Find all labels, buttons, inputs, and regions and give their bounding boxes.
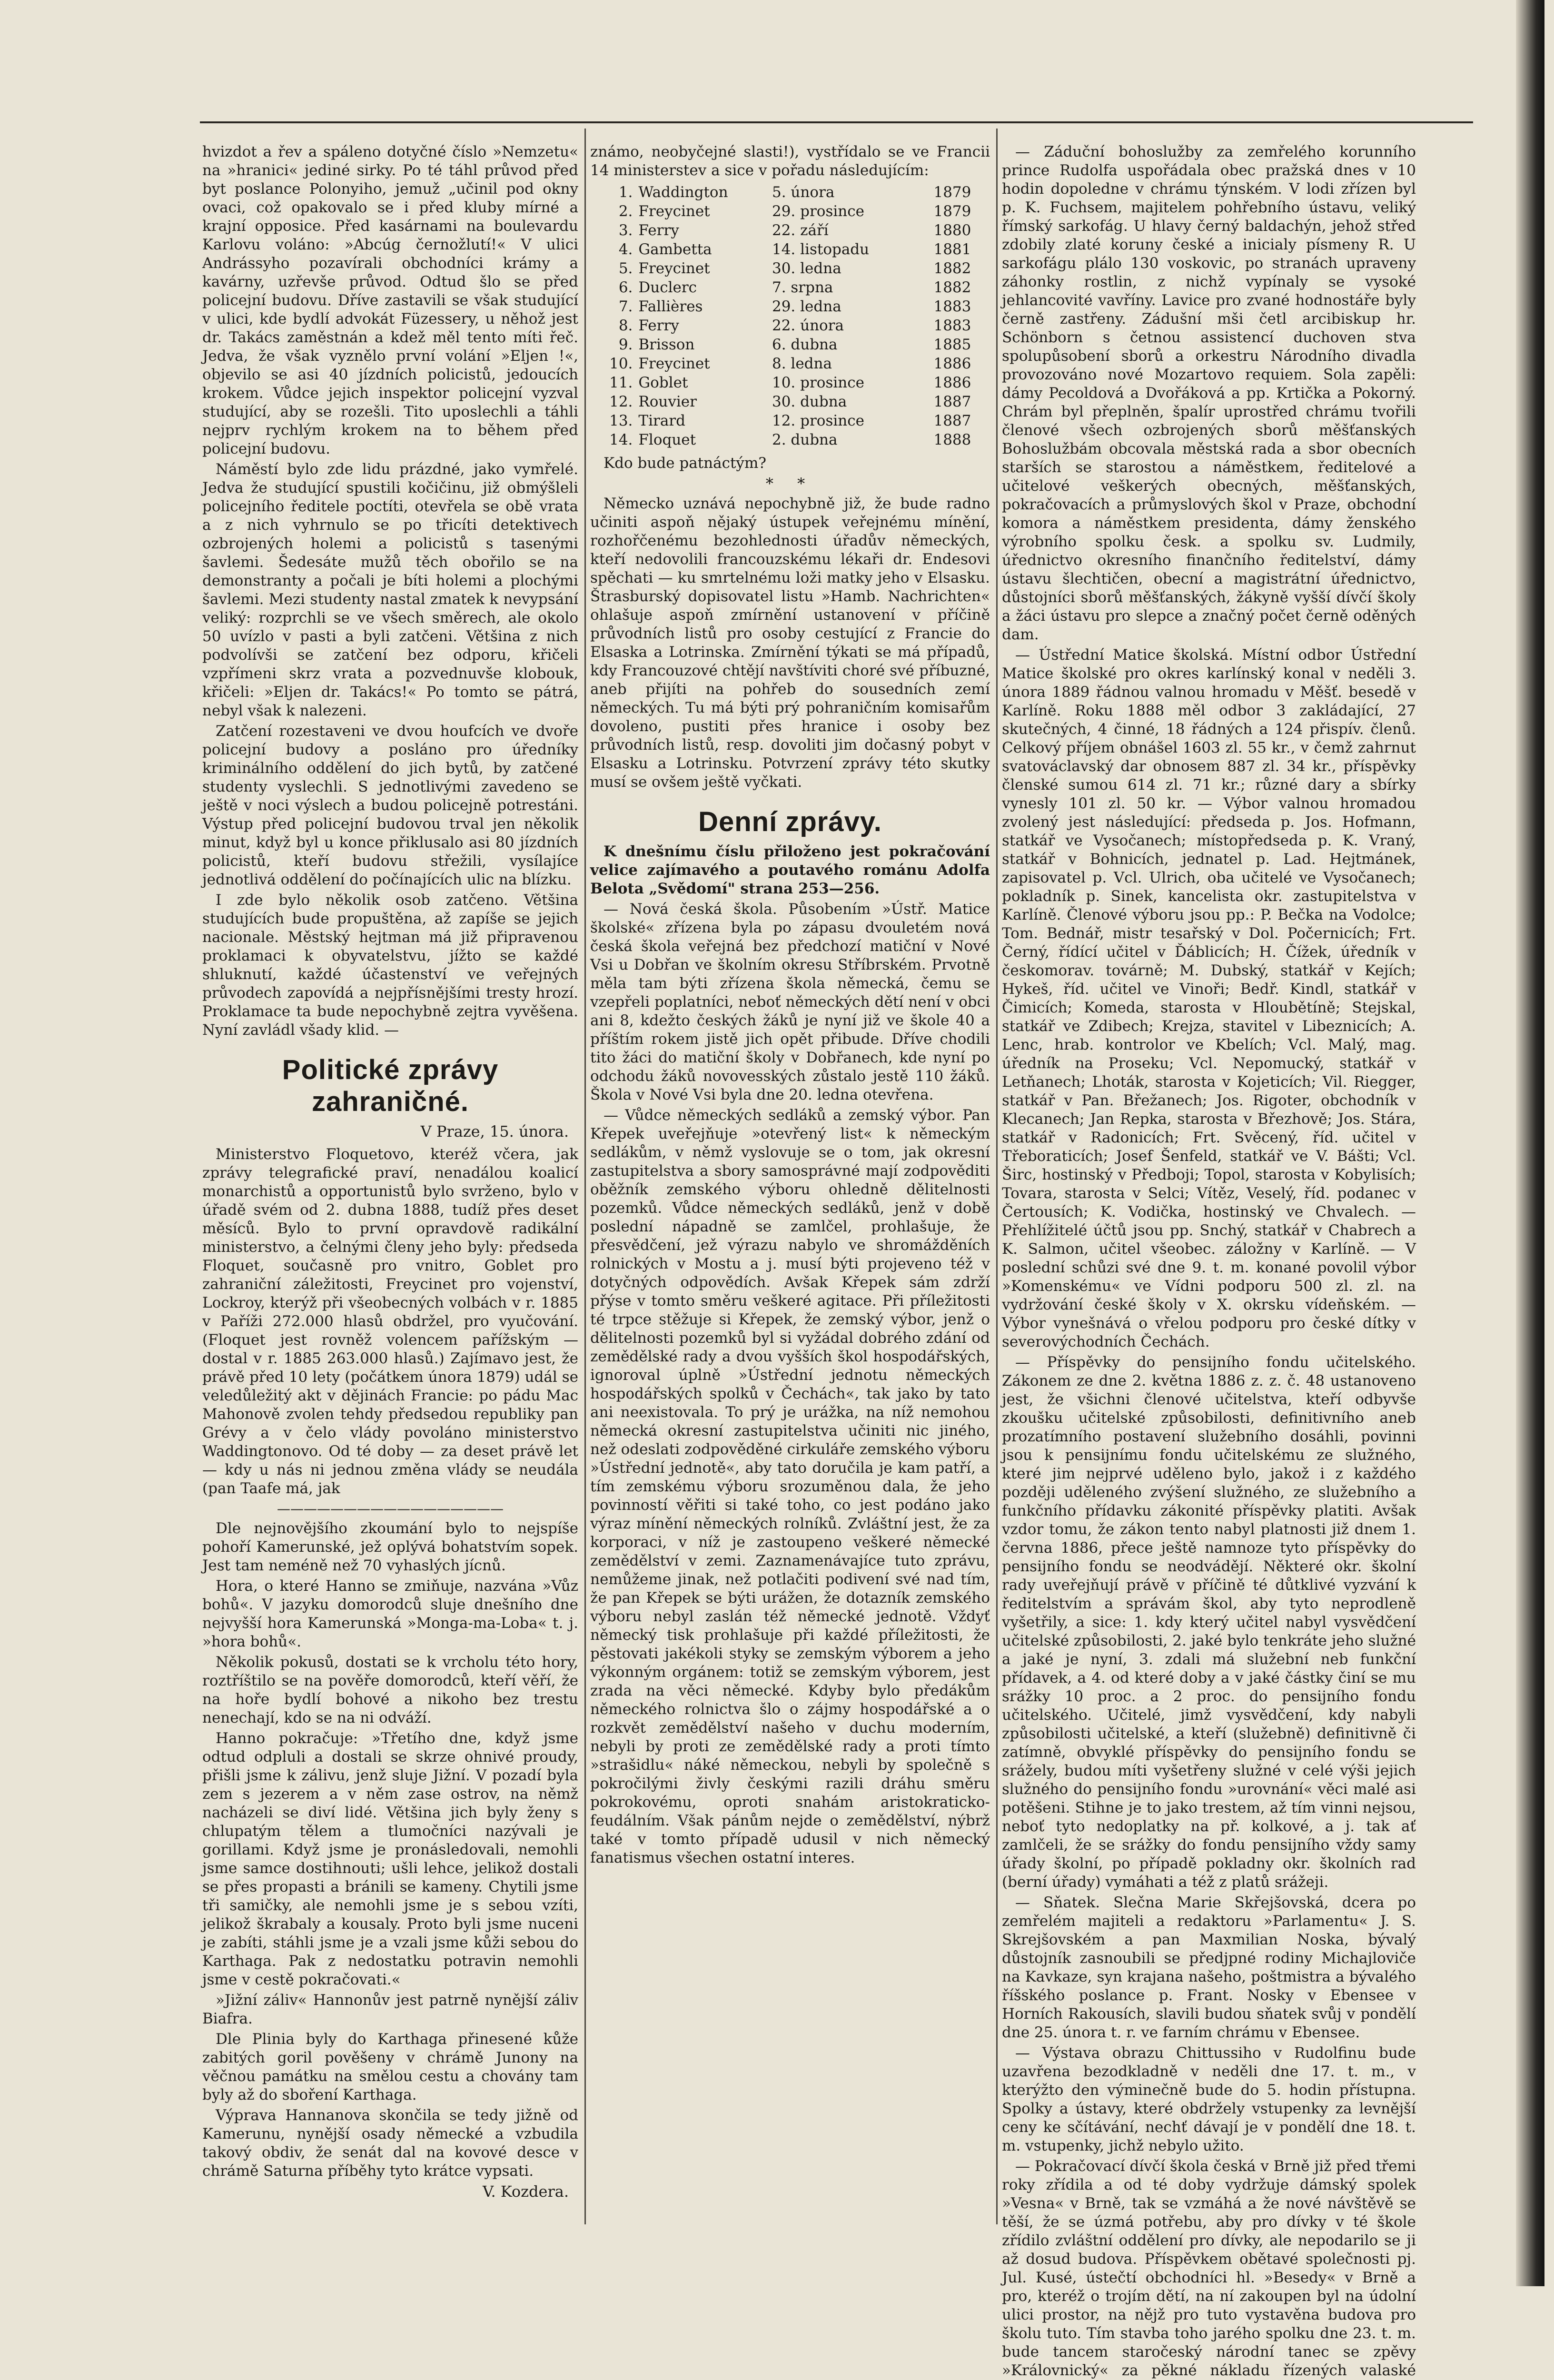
cabinet-date: 22. února	[772, 317, 844, 334]
cabinet-n: 4.	[618, 241, 633, 258]
cabinet-year: 1885	[933, 336, 971, 353]
article-text: — Pokračovací dívčí škola česká v Brně již před třemi roky zřídila a od té doby vydržuje dámský spolek »Vesna« v Brně, tak se vzmáhá a že nové návštěvě se těší, že se úzmá potřebu, aby pro dívky v té škole zřídilo zvláštní oddělení pro dívky, ale nepodarilo se ji až dosud budova. Příspěvkem obětavé společnosti pj. Jul. Kusé, ústečtí obchodníci hl. »Besedy« v Brně a pro, kteréž o trojím dětí, na ní zakoupen byl na údolní ulici prostor, na nějž pro tuto vystavěna budova pro školu tuto. Tím stavba toho jarého spolku dne 23. t. m. bude tancem staročeský národní tanec se zpěvy »Královnický« za pěkné nákladu řízených valaské	[1002, 2158, 1416, 2379]
cabinet-n: 6.	[618, 279, 633, 296]
article-text: — Příspěvky do pensijního fondu učitelského. Zákonem ze dne 2. května 1886 z. z. č. 48 ustanoveno jest, že všichni členové učitelstva, kteří odbyvše zkoušku učitelské způsobilosti, definitivního aneb prozatímního postavení služebního dosáhli, povinni jsou k pensijnímu fondu učitelskému ze služného, které jim nejprvé uděleno bylo, jakož i z každého později uděleného zvýšení služného, ze služebního a funkčního přídavku zákonité příspěvky platiti. Avšak vzdor tomu, že zákon tento nabyl platnosti již dnem 1. června 1886, přece ještě namnoze tyto příspěvky do pensijního fondu se neodvádějí. Některé okr. školní rady uveřejňují právě v příčině té důtklivé vyzvání k ředitelstvím a správám škol, aby tyto neprodleně vyšetřily, a sice: 1. kdy který učitel nabyl vysvědčení učitelské způsobilosti, 2. jaké bylo tenkráte jeho služné a jaké je nyní, 3. zdali má služební neb funkční přídavek, a 4. od které doby a v jaké částky činí se mu srážky 10 proc. a 2 proc. do pensijního fondu učitelského. Učitelé, jimž vysvědčení, kdy nabyli způsobilosti učitelské, a kteří (služebně) definitivně či zatímně, obvyklé příspěvky do pensijního fondu se srážely, budou míti vyšetřeny služné v celé výši jejich služného do pensijního fondu »urovnání« věci malé asi potěšeni. Stihne je to jako trestem, až tím vinni nejsou, neboť tyto nedoplatky na př. kolkové, a j. tak ať zamlčeli, že se srážky do fondu pensijního vždy samy úřady školní, po případě pokladny okr. školních rad (berní úřady) vymáhati a též z platů srážeji.	[1002, 1354, 1416, 1891]
cabinet-date: 2. dubna	[772, 431, 838, 448]
cabinet-date: 29. prosince	[772, 203, 864, 220]
cabinet-name: Ferry	[638, 222, 679, 239]
table-row	[606, 430, 974, 449]
cabinet-n: 10.	[609, 355, 633, 372]
article-text: Zatčení rozestaveni ve dvou houfcích ve dvoře policejní budovy a posláno pro úředníky kriminálního oddělení do jich bytů, by zatčené studenty vyslechli. S jednotlivými zavedeno se ještě v noci výslech a budou policejně potrestáni. Výstup před policejní budovou trval jen několik minut, když byl u konce přiklusalo asi 80 jízdních policistů, kteří budovu střežili, vysílajíce jednotlivá oddělení do počínajících ulic na blízku.	[202, 723, 578, 888]
cabinet-date: 10. prosince	[772, 374, 864, 391]
table-row	[606, 392, 974, 411]
cabinet-year: 1887	[933, 412, 971, 429]
table-row	[606, 316, 974, 335]
cabinet-date: 5. února	[772, 184, 835, 201]
cabinet-date: 30. ledna	[772, 260, 841, 277]
cabinet-n: 9.	[618, 336, 633, 353]
author-signature: V. Kozdera.	[483, 2182, 569, 2201]
table-row	[606, 183, 974, 202]
article-text: I zde bylo několik osob zatčeno. Většina studujících bude propuštěna, až zapíše se jejich nacionale. Městský hejtman má již připravenou proklamaci k obyvatelstvu, jížto se každé shluknutí, každé účastenství ve veřejných průvodech zapovídá a nejpřísnějšími tresty hrozí. Proklamace ta bude nepochybně zejtra vyvěšena. Nyní zavládl všady klid. —	[202, 892, 578, 1039]
article-text: Několik pokusů, dostati se k vrcholu této hory, roztříštilo se na pověře domorodců, kteří věří, že na hoře bydlí bohové a nikoho bez trestu nenechají, kdo se na ni odváží.	[202, 1654, 578, 1726]
question-line: Kdo bude patnáctým?	[604, 455, 766, 472]
table-row	[606, 221, 974, 240]
cabinet-n: 8.	[618, 317, 633, 334]
table-row	[606, 354, 974, 373]
table-row	[606, 297, 974, 316]
article-text: Německo uznává nepochybně již, že bude radno učiniti aspoň nějaký ústupek veřejnému mínění, rozhořčenému bezohlednosti úřadův německých, kteří nedovolili francouzskému lékaři dr. Endesovi spěchati — ku smrtelnému loži matky jeho v Elsasku. Štrasburský dopisovatel listu »Hamb. Nachrichten« ohlašuje aspoň zmírnění ustanovení v příčině průvodních listů pro osoby cestující z Francie do Elsaska a Lotrinska. Zmírnění týkati se má případů, kdy Francouzové chtějí navštíviti choré své příbuzné, aneb přijíti na pohřeb do sousedních zemí německých. Tu má býti prý pohraničním komisařům dovoleno, pustiti přes hranice i osoby bez průvodních listů, resp. dovoliti jim dočasný pobyt v Elsasku a Lotrinsku. Potvrzení zprávy této skutky musí se ovšem ještě vyčkati.	[590, 495, 990, 791]
article-text: — Nová česká škola. Působením »Ústř. Matice školské« zřízena byla po zápasu dvouletém nová česká škola veřejná bez předchozí matiční v Nové Vsi u Dobřan ve školním okresu Stříbrském. Prvotně měla tam býti zřízena škola německá, čemu se vzepřeli poplatníci, neboť německých dětí není v obci ani 8, kdežto českých žáků je nyní již ve škole 40 a příštím rokem jistě jich opět přibude. Dříve chodili tito žáci do matiční školy v Dobřanech, kde nyní po odchodu žáků novovesských zůstalo jestě 110 žáků. Škola v Nové Vsi byla dne 20. ledna otevřena.	[590, 901, 990, 1103]
article-text: — Vůdce německých sedláků a zemský výbor. Pan Křepek uveřejňuje »otevřený list« k německým sedlákům, v němž vyslovuje se o tom, jak okresní zastupitelstva a sbory samosprávné mají zodpověditi oběžník zemského výboru ohledně dělitelnosti pozemků. Vůdce německých sedláků, jenž v době poslední nápadně se zamlčel, prohlašuje, že přesvědčení, jež výrazu nabylo ve shromážděních rolnických v Mostu a j. musí býti projeveno též v dotyčných odpovědích. Avšak Křepek sám zdrží přýse v tomto směru veškeré agitace. Při příležitosti té trpce stěžuje si Křepek, že zemský výbor, jenž o dělitelnosti pozemků byl si vyžádal dobrého zdání od zemědělské rady a dvou vyšších škol hospodářských, ignoroval úplně »Ústřední jednotu německých hospodářských spolků v Čechách«, tak jako by tato ani neexistovala. To prý je urážka, na níž nemohou německá okresní zastupitelstva učiniti nic jiného, než odeslati zodpověděné cirkuláře zemského výboru »Ústřední jednotě«, aby tato doručila je kam patří, a tím zemskému výboru srozuměnou dala, že jeho povinností věřiti si také toho, co jest podáno jako výraz mínění německých rolníků. Zvláštní jest, že za korporaci, v níž je zastoupeno veškeré německé zemědělství v zemi. Zaznamenávajíce tuto zprávu, nemůžeme jinak, než potlačiti podivení své nad tím, že pan Křepek se býti urážen, že dotazník zemského výboru nebyl zaslán též německé jednotě. Vždyť německý tisk prohlašuje při každé příležitosti, že pěstovati jakékoli styky se zemským výborem a jeho výkonným orgánem: totiž se zemským výborem, jest zrada na věci německé. Kdyby bylo předákům německého rolnictva šlo o zájmy hospodářské a o rozkvět zemědělství našeho v duchu moderním, nebyli by proti ze zemědělské rady a proti tímto »strašidlu« náké německou, nebyli by společně s pokročilými živly českými razili dráhu směru pokrokovému, oproti snahám aristokraticko-feudálním. Však pánům nejde o zemědělství, nýbrž také v tomto případě udusil v nich německý fanatismus všechen ostatní interes.	[590, 1107, 990, 1866]
cabinet-name: Floquet	[638, 431, 696, 448]
article-text: Dle nejnovějšího zkoumání bylo to nejspíše pohoří Kamerunské, jež oplývá bohatstvím sopek. Jest tam neméně než 70 vyhaslých jícnů.	[202, 1520, 578, 1574]
cabinet-date: 8. ledna	[772, 355, 832, 372]
cabinet-n: 5.	[618, 260, 633, 277]
article-text: Hanno pokračuje: »Třetího dne, když jsme odtud odpluli a dostali se skrze ohnivé proudy, přišli jsme k zálivu, jenž sluje Jižní. V pozadí byla zem s jezerem a v něm zase ostrov, na němž nacházeli se diví lidé. Většina jich byly ženy s chlupatým tělem a tlumočníci nazývali je gorillami. Když jsme je pronásledovali, nemohli jsme samce dostihnouti; ušli lehce, jelikož dostali se přes propasti a bránili se kameny. Chytili jsme tři samičky, ale nemohli jsme je s sebou vzíti, jelikož škrabaly a kousaly. Proto byli jsme nuceni je zabíti, stáhli jsme je a vzali jsme kůži sebou do Karthaga. Pak z nedostatku potravin nemohli jsme v cestě pokračovati.«	[202, 1730, 578, 1988]
article-text: — Záduční bohoslužby za zemřelého korunního prince Rudolfa uspořádala obec pražská dnes v 10 hodin dopoledne v chrámu týnském. V lodi zřízen byl p. K. Fuchsem, majitelem pohřebního ústavu, veliký římský sarkofág. U hlavy černý baldachýn, jehož střed zdobily zlaté koruny české a inicialy písmeny R. U sarkofágu plálo 130 voskovic, po stranách upraveny záhonky rostlin, z nichž vypínaly se vysoké jehlancovité vavříny. Lavice pro zvané hodnostáře byly černě zastřeny. Zádušní mši četl arcibiskup hr. Schönborn s četnou assistencí duchoven stva spolupůsobení sborů a orkestru Národního divadla provozováno nové Mozartovo requiem. Sola zapěli: dámy Pecoldová a Dvořáková a pp. Krtička a Pokorný. Chrám byl přeplněn, špalír uprostřed chrámu tvořili členové všech ozbrojených sborů měšťanských Bohoslužbám obcovala městská rada a sbor obecních starších se starostou a náměstkem, ředitelové a učitelové veškerých obecných, měšťanských, pokračovacích a průmyslových škol v Praze, obchodní komora a náměstkem presidenta, dámy ženského výrobního spolku česk. a spolku sv. Ludmily, úřednictvo okresního finančního ředitelství, dámy ústavu šlechtičen, obecní a magistrátní úřednictvo, důstojníci sborů měšťanských, žákyně vyšší dívčí školy a žáci ústavu pro slepce a značný počet černě oděných dam.	[1002, 143, 1416, 643]
section-heading: Politické zprávy zahraničné.	[282, 1054, 499, 1117]
cabinet-date: 7. srpna	[772, 279, 833, 296]
cabinet-date: 6. dubna	[772, 336, 838, 353]
cabinet-date: 12. prosince	[772, 412, 864, 429]
cabinet-name: Tirard	[638, 412, 685, 429]
column-2	[590, 143, 990, 2224]
cabinet-year: 1886	[933, 374, 971, 391]
article-text: »Jižní záliv« Hannonův jest patrně nynější záliv Biafra.	[202, 1992, 578, 2027]
article-text: Hora, o které Hanno se zmiňuje, nazvána »Vůz bohů«. V jazyku domorodců slujе dnešního dne nejvyšší hora Kamerunská »Monga-ma-Loba« t. j. »hora bohů«.	[202, 1577, 578, 1650]
page-edge	[1516, 0, 1544, 2286]
cabinets-table	[606, 183, 974, 449]
table-row	[606, 373, 974, 392]
cabinet-date: 22. září	[772, 222, 829, 239]
article-text: známo, neobyčejné slasti!), vystřídalo se ve Francii 14 ministerstev a sice v pořadu následujícím:	[590, 143, 990, 179]
cabinet-name: Gambetta	[638, 241, 712, 258]
column-1	[202, 143, 578, 2224]
article-text: Ministerstvo Floquetovo, kteréž včera, jak zprávy telegrafické praví, nenadálou koalicí monarchistů a opportunistů bylo svrženo, bylo v úřadě svém od 2. dubna 1888, tudíž přes deset měsíců. Bylo to první opravdově radikální ministerstvo, a čelnými členy jeho byly: předseda Floquet, současně pro vnitro, Goblet pro zahraniční záležitosti, Freycinet pro vojenství, Lockroy, kterýž při všeobecných volbách v r. 1885 v Paříži 272.000 hlasů obdržel, pro vyučování. (Floquet jest rovněž volencem pařížským — dostal v r. 1885 263.000 hlasů.) Zajímavo jest, že právě před 10 lety (počátkem února 1879) udál se veledůležitý akt v dějinách Francie: po pádu Mac Mahonově zvolen tehdy předsedou republiky pan Grévy a v čelo vlády povoláno ministerstvo Waddingtonovo. Od té doby — za deset právě let — kdy u nás ni jednou změna vlády se neudála (pan Taafe má, jak	[202, 1146, 578, 1497]
cabinet-year: 1880	[933, 222, 971, 239]
cabinet-name: Brisson	[638, 336, 695, 353]
supplement-notice: K dnešnímu číslu přiloženo jest pokračování velice zajímavého a poutavého románu Adolfa Belota „Svědomí" strana 253—256.	[590, 843, 990, 897]
cabinet-year: 1883	[933, 298, 971, 315]
table-row	[606, 240, 974, 259]
cabinet-year: 1883	[933, 317, 971, 334]
article-text: — Sňatek. Slečna Marie Skřejšovská, dcera po zemřelém majiteli a redaktoru »Parlamentu« J. S. Skrejšovském a pan Maxmilian Noska, bývalý důstojník zasnoubili se předjpné rodiny Michajloviče na Kavkaze, syn krajana našeho, poštmistra a bývalého říšského poslance p. Frant. Nosky v Ebensee v Horních Rakousích, slavili budou sňatek svůj v pondělí dne 25. února t. r. ve farním chrámu v Ebensee.	[1002, 1894, 1416, 2041]
column-rule	[996, 129, 998, 2224]
table-row	[606, 278, 974, 297]
table-row	[606, 202, 974, 221]
divider: —————————————————	[277, 1501, 504, 1517]
cabinet-name: Fallières	[638, 298, 703, 315]
cabinet-name: Duclerc	[638, 279, 697, 296]
cabinet-name: Rouvier	[638, 393, 697, 410]
cabinet-name: Ferry	[638, 317, 679, 334]
cabinet-year: 1882	[933, 279, 971, 296]
cabinet-n: 2.	[618, 203, 633, 220]
table-row	[606, 411, 974, 430]
cabinet-year: 1886	[933, 355, 971, 372]
cabinet-year: 1881	[933, 241, 971, 258]
cabinet-n: 1.	[618, 184, 633, 201]
top-rule	[200, 121, 1473, 123]
cabinet-n: 11.	[609, 374, 633, 391]
cabinet-name: Freycinet	[638, 203, 710, 220]
cabinet-year: 1888	[933, 431, 971, 448]
cabinet-n: 7.	[618, 298, 633, 315]
article-text: Náměstí bylo zde lidu prázdné, jako vymřelé. Jedva že studující spustili kočičinu, již obmýšleli policejního ředitele poctíti, otevřela se obě vrata a z nich vyhrnulo se po třicíti detektivech ozbrojených holemi a policistů s tasenými šavlemi. Šedesáte mužů těch obořilo se na demonstranty a počali je bíti holemi a plochými šavlemi. Mezi studenty nastal zmatek k nevypsání veliký: rozprchli se ve všech směrech, ale okolo 50 uvízlo v pasti a byli zatčeni. Většina z nich podvolívši se zatčení bez odporu, křičeli vzpřímeni skrz vrata a pozvednuvše klobouk, křičeli: »Eljen dr. Takács!« Po tomto se pátrá, nebyl však k nalezeni.	[202, 461, 578, 719]
article-text: — Ústřední Matice školská. Místní odbor Ústřední Matice školské pro okres karlínský konal v neděli 3. února 1889 řádnou valnou hromadu v Měšť. besedě v Karlíně. Roku 1888 měl odbor 3 zakládající, 27 skutečných, 4 činné, 18 řádných a 124 přispív. členů. Celkový příjem obnášel 1603 zl. 55 kr., v čemž zahrnut svatováclavský dar obnosem 887 zl. 34 kr., příspěvky členské sumou 614 zl. 71 kr.; různé dary a sbírky vynesly 101 zl. 50 kr. — Výbor valnou hromadou zvolený jest následující: předseda p. Jos. Hofmann, statkář ve Vysočanech; místopředseda p. K. Vraný, statkář v Bohnicích, jednatel p. Lad. Hejtmánek, zapisovatel p. Vcl. Ulrich, oba učitelé ve Vysočanech; pokladník p. Sinek, kancelista okr. zastupitelstva v Karlíně. Členové výboru jsou pp.: P. Bečka na Vodolce; Tom. Bednář, mistr tesařský v Dol. Počernicích; Frt. Černý, řídící učitel v Ďáblicích; H. Čížek, úředník v českomorav. továrně; M. Dubský, statkář v Kejích; Hykeš, říd. učitel ve Vinoři; Bedř. Kindl, statkář v Čimicích; Komeda, starosta v Hloubětíně; Stejskal, statkář ve Zdibech; Krejza, stavitel v Libeznicích; A. Lenc, hrab. kontrolor ve Kbelích; Vcl. Malý, mag. úředník na Proseku; Vcl. Nepomucký, statkář v Letňanech; Lhoták, starosta v Kojeticích; Vil. Riegger, statkář v Pan. Břežanech; Jos. Rigoter, obchodník v Klecanech; Jan Repka, starosta v Březhově; Jos. Stára, statkář v Radonicích; Frt. Svěcený, říd. učitel v Třeboraticích; Josef Šenfeld, statkář ve V. Bášti; Vcl. Širc, hostinský v Předboji; Topol, starosta v Kobylisích; Tovara, starosta v Selci; Vítěz, Veselý, říd. podanec v Čertousích; K. Vodička, hostinský ve Chvalech. — Přehlížitelé účtů jsou pp. Snchý, statkář v Chabrech a K. Salmon, učitel všeobec. záložny v Karlíně. — V poslední schůzi své dne 9. t. m. konané povolil výbor »Komenskému« ve Vídni podporu 500 zl. zl. na vydržování české školy v X. okrsku vídeňském. — Výbor vynešnává o vřelou podporu pro české dítky v severovýchodních Čechách.	[1002, 646, 1416, 1350]
cabinet-name: Waddington	[638, 184, 728, 201]
article-text: hvizdot a řev a spáleno dotyčné číslo »Nemzetu« na »hranici« jediné sirky. Po té táhl průvod před byt poslance Polonyiho, jemuž „učinil pod okny ovaci, což opakovalo se i před kluby mírné a krajní opposice. Před kasárnami na boulevardu Karlovu voláno: »Abcúg černožlutí!« V ulici Andrássyho pozavírali obchodníci krámy a kavárny, uzřevše průvod. Odtud šlo se před policejní budovu. Dříve zastavili se však studující v ulici, kde bydlí advokát Füzessery, u něhož jest dr. Takács zaměstnán a kdež měl tento míti řeč. Jedva, že však vyznělo první volání »Eljen !«, objevilo se asi 40 jízdních policistů, jedoucích krokem. Vůdce jejich inspektor policejní vyzval studující, aby se rozešli. Tito uposlechli a táhli nejprv rychlým krokem na to během před policejní budovu.	[202, 143, 578, 457]
cabinet-year: 1882	[933, 260, 971, 277]
cabinet-date: 29. ledna	[772, 298, 841, 315]
cabinet-name: Freycinet	[638, 260, 710, 277]
article-text: Výprava Hannanova skončila se tedy jižně od Kamerunu, nynější osady německé a vzbudila takový obdiv, že senát dal na kovové desce v chrámě Saturna příběhy tyto krátce vypsati.	[202, 2107, 578, 2180]
section-heading: Denní zprávy.	[698, 806, 882, 837]
cabinet-name: Goblet	[638, 374, 688, 391]
column-3	[1002, 143, 1416, 2379]
cabinet-year: 1887	[933, 393, 971, 410]
separator-stars: * *	[765, 475, 815, 493]
cabinet-year: 1879	[933, 184, 971, 201]
table-row	[606, 335, 974, 354]
table-row	[606, 259, 974, 278]
cabinet-n: 14.	[609, 431, 633, 448]
cabinet-year: 1879	[933, 203, 971, 220]
cabinet-date: 30. dubna	[772, 393, 847, 410]
cabinet-name: Freycinet	[638, 355, 710, 372]
column-rule	[584, 129, 586, 2224]
cabinet-n: 12.	[609, 393, 633, 410]
article-text: Dle Plinia byly do Karthaga přinesené kůže zabitých goril pověšeny v chrámě Junony na věčnou památku na smělou cestu a chovány tam byly až do sboření Karthaga.	[202, 2031, 578, 2103]
dateline: V Praze, 15. února.	[420, 1122, 569, 1140]
article-text: — Výstava obrazu Chittussiho v Rudolfinu bude uzavřena bezodkladně v neděli dne 17. t. m., v kterýžto den výminečně bude do 5. hodin přístupna. Spolky a ústavy, které obdržely vstupenky za levnější ceny ke sčítávání, nechť dávají je v pondělí dne 18. t. m. vstupenky, jichž nebylo užito.	[1002, 2044, 1416, 2154]
cabinet-n: 3.	[618, 222, 633, 239]
cabinet-date: 14. listopadu	[772, 241, 870, 258]
cabinet-n: 13.	[609, 412, 633, 429]
